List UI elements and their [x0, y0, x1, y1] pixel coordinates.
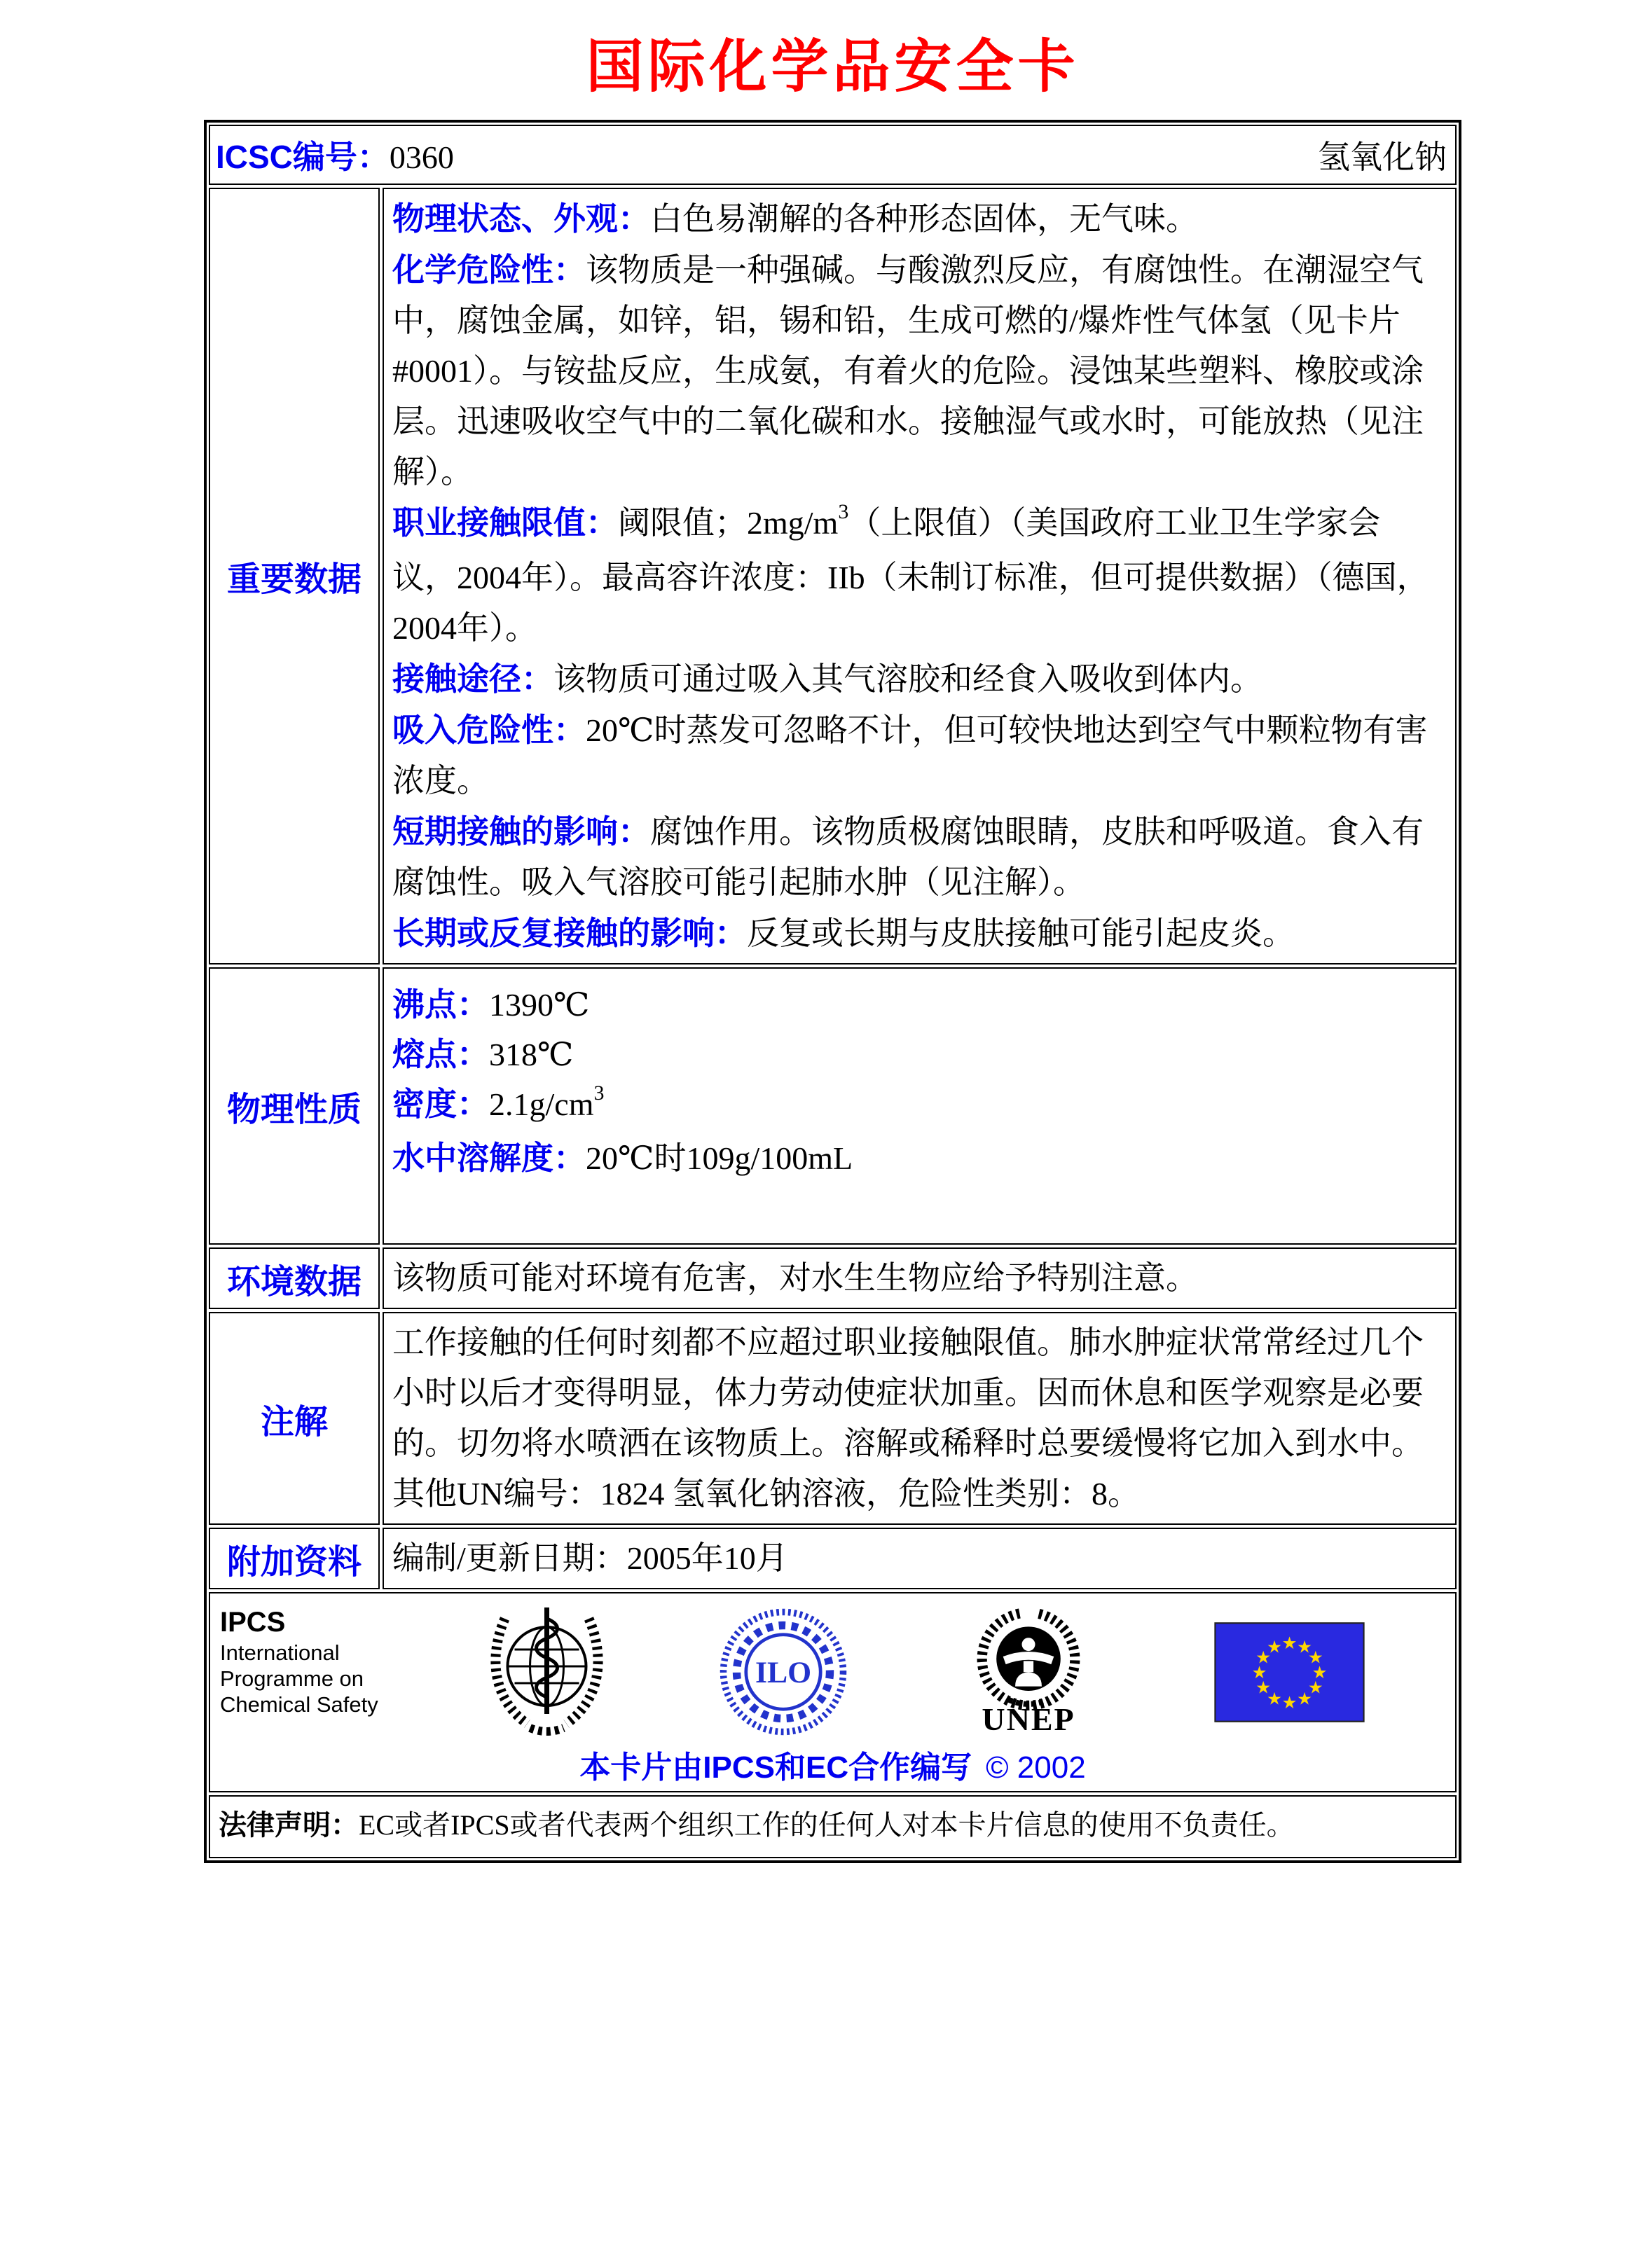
svg-text:★: ★ — [1251, 1661, 1267, 1682]
icsc-card-table — [204, 120, 1461, 1863]
important-data-content — [383, 188, 1457, 964]
svg-text:★: ★ — [1307, 1647, 1323, 1668]
superscript: 3 — [838, 500, 849, 523]
credit-line — [220, 1742, 1445, 1787]
eu-flag-icon — [1214, 1622, 1365, 1723]
row-label-important: 重要数据 — [209, 188, 380, 964]
svg-text:★: ★ — [1267, 1636, 1282, 1657]
melting-point-line: 熔点：318℃ — [392, 1036, 574, 1072]
water-solubility-line: 水中溶解度：20℃时109g/100mL — [392, 1140, 853, 1176]
icsc-number-value: 0360 — [389, 139, 454, 175]
row-label-environment: 环境数据 — [209, 1247, 380, 1309]
ipcs-title: IPCS — [220, 1607, 286, 1638]
ilo-letters: ILO — [755, 1656, 812, 1690]
paragraph-long-term-effects: 长期或反复接触的影响：反复或长期与皮肤接触可能引起皮炎。 — [392, 915, 1295, 951]
environment-data-content: 该物质可能对环境有危害，对水生生物应给予特别注意。 — [383, 1247, 1457, 1309]
paragraph-occupational-limits: 职业接触限值：阈限值；$2mg/m^3$（上限值）（美国政府工业卫生学家会议，2004年）。最高容许浓度：IIb（未制订标准，但可提供数据）（德国，2004年）。 — [392, 500, 1429, 646]
page-title: 国际化学品安全卡 — [586, 35, 1080, 99]
paragraph-short-term-effects: 短期接触的影响：腐蚀作用。该物质极腐蚀眼睛，皮肤和呼吸道。食入有腐蚀性。吸入气溶胶可能引起肺水肿（见注解）。 — [392, 813, 1424, 900]
superscript: 3 — [593, 1081, 605, 1105]
paragraph-exposure-routes: 接触途径：该物质可通过吸入其气溶胶和经食入吸收到体内。 — [392, 661, 1262, 697]
unep-emblem-icon — [972, 1607, 1085, 1712]
boiling-point-line: 沸点：1390℃ — [392, 986, 590, 1023]
chemical-name: 氢氧化钠 — [1318, 139, 1447, 175]
ipcs-text-block: IPCS International Programme on Chemical Safety — [220, 1605, 402, 1717]
credit-copyright: © 2002 — [986, 1750, 1086, 1785]
additional-info-content: 编制/更新日期：2005年10月 — [383, 1528, 1457, 1589]
svg-text:★: ★ — [1255, 1647, 1272, 1668]
row-label-physical: 物理性质 — [209, 967, 380, 1245]
row-label-notes: 注解 — [209, 1312, 380, 1525]
svg-text:★: ★ — [1281, 1632, 1298, 1653]
logos-row — [209, 1592, 1457, 1792]
paragraph-physical-state: 物理状态、外观：白色易潮解的各种形态固体，无气味。 — [392, 200, 1198, 237]
page — [0, 21, 1638, 1863]
logos-strip — [220, 1602, 1445, 1742]
icsc-number-label: ICSC编号： — [216, 139, 390, 175]
icsc-number-group — [216, 132, 454, 178]
paragraph-chemical-hazard: 化学危险性：该物质是一种强碱。与酸激烈反应，有腐蚀性。在潮湿空气中，腐蚀金属，如锌，铝，锡和铅，生成可燃的/爆炸性气体氢（见卡片#0001）。与铵盐反应，生成氨，有着火的危险。浸蚀某些塑料、橡胶或涂层。迅速吸收空气中的二氧化碳和水。接触湿气或水时，可能放热（见注解）。 — [392, 251, 1424, 490]
ilo-emblem-icon — [717, 1605, 850, 1738]
notes-content: 工作接触的任何时刻都不应超过职业接触限值。肺水肿症状常常经过几个小时以后才变得明显，体力劳动使症状加重。因而休息和医学观察是必要的。切勿将水喷洒在该物质上。溶解或稀释时总要缓慢将它加入到水中。其他UN编号：1824 氢氧化钠溶液，危险性类别：8。 — [383, 1312, 1457, 1525]
svg-text:★: ★ — [1267, 1687, 1282, 1708]
row-label-additional: 附加资料 — [209, 1528, 380, 1589]
svg-text:★: ★ — [1297, 1636, 1312, 1657]
svg-text:★: ★ — [1312, 1661, 1328, 1682]
legal-label: 法律声明： — [219, 1810, 359, 1841]
header-row — [209, 125, 1457, 185]
who-emblem-icon — [475, 1602, 619, 1742]
density-line: 密度：$2.1g/cm^3$ — [392, 1081, 605, 1122]
legal-text: EC或者IPCS或者代表两个组织工作的任何人对本卡片信息的使用不负责任。 — [359, 1809, 1295, 1841]
svg-text:★: ★ — [1281, 1692, 1298, 1713]
paragraph-inhalation-risk: 吸入危险性：20℃时蒸发可忽略不计，但可较快地达到空气中颗粒物有害浓度。 — [392, 712, 1428, 798]
physical-properties-content — [383, 967, 1457, 1245]
unep-wordmark: UNEP — [982, 1701, 1075, 1737]
svg-text:★: ★ — [1307, 1677, 1323, 1698]
legal-row — [209, 1795, 1457, 1858]
credit-text: 本卡片由IPCS和EC合作编写 — [579, 1750, 972, 1785]
unep-logo-block — [972, 1607, 1085, 1738]
svg-text:★: ★ — [1297, 1687, 1312, 1708]
svg-text:★: ★ — [1255, 1677, 1272, 1698]
